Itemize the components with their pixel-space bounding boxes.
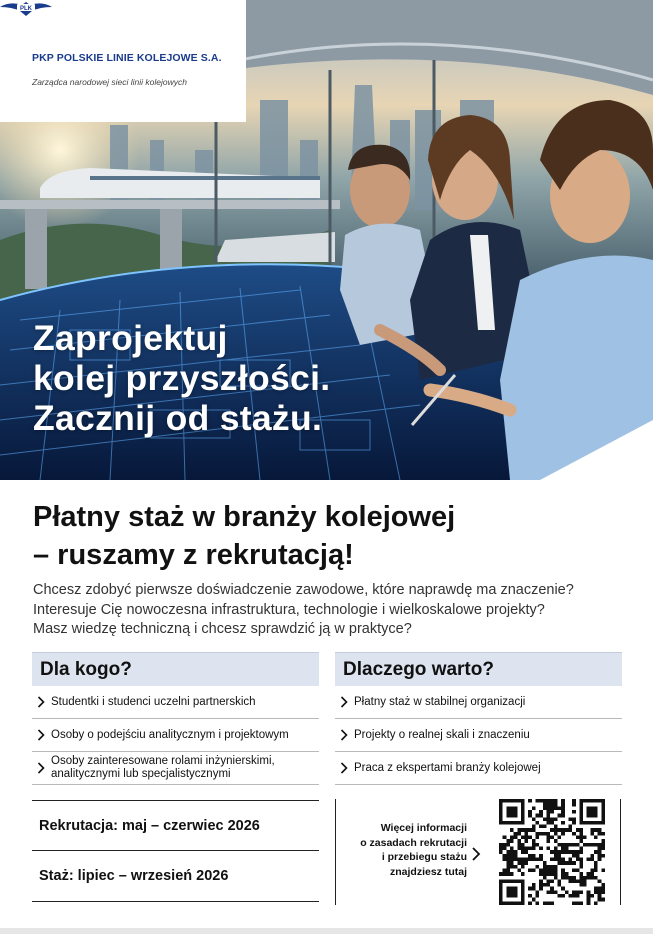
- section-title: Dla kogo?: [32, 652, 319, 686]
- intro-paragraph: [33, 581, 574, 640]
- chevron-right-icon: [37, 729, 47, 741]
- qr-finder-pattern: [499, 879, 525, 905]
- headline-line: Zaprojektuj: [33, 318, 228, 358]
- internship-dates: Staż: lipiec – wrzesień 2026: [32, 851, 319, 902]
- info-line: i przebiegu stażu: [381, 851, 467, 863]
- list-item-text: Osoby o podejściu analitycznym i projektowym: [51, 728, 289, 741]
- chevron-right-icon: [471, 846, 481, 862]
- chevron-right-icon: [340, 762, 350, 774]
- section-title: Dlaczego warto?: [335, 652, 622, 686]
- headline-line: Zacznij od stażu.: [33, 398, 323, 438]
- list-item: [335, 719, 622, 752]
- list-item-text: Studentki i studenci uczelni partnerskich: [51, 695, 256, 708]
- subheading-line: – ruszamy z rekrutacją!: [33, 539, 354, 571]
- dates-section: [32, 800, 319, 902]
- logo-emblem-text: PLK: [20, 6, 32, 12]
- list-item-text: Projekty o realnej skali i znaczeniu: [354, 728, 530, 741]
- footer-strip: [0, 928, 653, 934]
- recruitment-dates: Rekrutacja: maj – czerwiec 2026: [32, 800, 319, 851]
- qr-finder-pattern: [579, 799, 605, 825]
- plk-emblem-icon: [0, 0, 52, 18]
- hero-headline: [33, 318, 330, 438]
- list-item: [32, 686, 319, 719]
- list-item-text: Praca z ekspertami branży kolejowej: [354, 761, 541, 774]
- chevron-right-icon: [340, 696, 350, 708]
- chevron-right-icon: [340, 729, 350, 741]
- info-line: o zasadach rekrutacji: [360, 836, 467, 849]
- qr-finder-pattern: [499, 799, 525, 825]
- chevron-right-icon: [37, 696, 47, 708]
- qr-code-icon[interactable]: [499, 799, 605, 905]
- intro-line: Chcesz zdobyć pierwsze doświadczenie zawodowe, które naprawdę ma znaczenie?: [33, 582, 574, 598]
- company-name: PKP POLSKIE LINIE KOLEJOWE S.A.: [32, 52, 222, 64]
- subheading-line: Płatny staż w branży kolejowej: [33, 501, 456, 533]
- list-item: [335, 752, 622, 785]
- headline-line: kolej przyszłości.: [33, 358, 331, 398]
- intro-line: Interesuje Cię nowoczesna infrastruktura, technologie i wielkoskalowe projekty?: [33, 601, 545, 618]
- list-item: [335, 686, 622, 719]
- why-section: [335, 652, 622, 785]
- info-line: znajdziesz tutaj: [389, 865, 467, 878]
- list-item-text: Osoby zainteresowane rolami inżynierskimi, analitycznymi lub specjalistycznymi: [51, 755, 275, 780]
- page-subheading: [33, 498, 455, 574]
- more-info-text: [336, 821, 467, 879]
- info-line: Więcej informacji: [380, 822, 467, 834]
- company-tagline: Zarządca narodowej sieci linii kolejowych: [32, 77, 187, 87]
- for-whom-section: [32, 652, 319, 785]
- more-info-panel: [335, 799, 621, 905]
- chevron-right-icon: [37, 762, 47, 774]
- intro-line: Masz wiedzę techniczną i chcesz sprawdzić ją w praktyce?: [33, 621, 412, 637]
- list-item: [32, 719, 319, 752]
- list-item-text: Płatny staż w stabilnej organizacji: [354, 695, 526, 708]
- logo-panel: [0, 0, 246, 122]
- list-item: [32, 752, 319, 785]
